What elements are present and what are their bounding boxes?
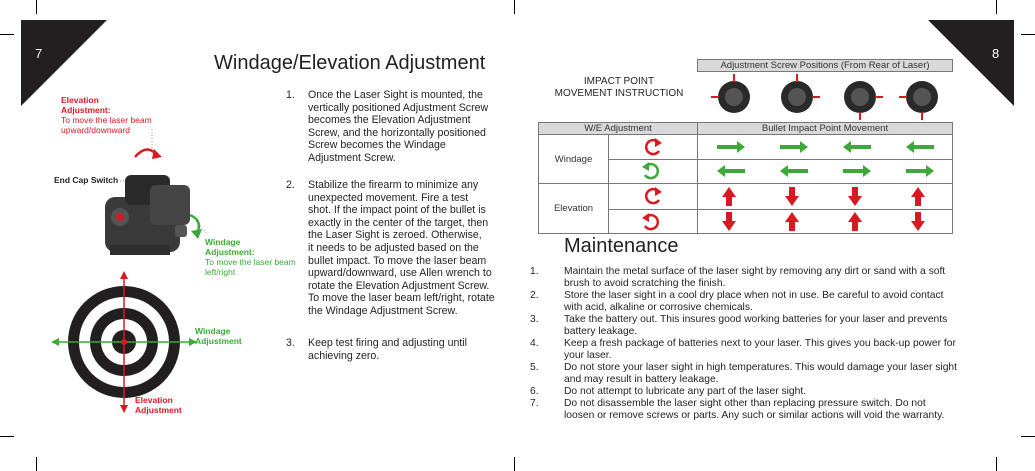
arrow-right-icon <box>780 141 808 153</box>
arrow-up-icon <box>722 187 736 206</box>
arrow-up-icon <box>848 212 862 231</box>
screw-icon-3 <box>844 81 883 120</box>
arrow-left-icon <box>843 141 871 153</box>
page-number-left: 7 <box>35 46 43 61</box>
arrow-left-icon <box>906 141 934 153</box>
adjustment-grid <box>608 134 954 235</box>
screw-icon-up <box>711 74 750 113</box>
bullet-movement-header: Bullet Impact Point Movement <box>697 122 953 135</box>
arrow-down-icon <box>848 187 862 206</box>
page-number-right: 8 <box>992 46 1000 61</box>
rotate-cw-icon-windage <box>642 162 658 178</box>
rotate-ccw-icon-elevation <box>646 187 662 203</box>
adjustment-steps: 1. Once the Laser Sight is mounted, the vertically positioned Adjustment Screw becomes the Elevation Adjustment Screw, and the horizontally positioned Screw becomes the Windage Adjustment Screw. 2. Stabilize the firearm to minimize any unexpected movement. Fire a test shot. If the impact point of the bullet is exactly in the center of the target, then the Laser Sight is zeroed. Otherwise, it needs to be adjusted based on the bullet impact. To move the laser beam upward/downward, use Allen wrench to rotate the Elevation Adjustment Screw. To move the laser beam left/right, rotate the Windage Adjustment Screw. 3. Keep test firing and adjusting until achieving zero. <box>286 89 495 362</box>
arrow-right-icon <box>843 165 871 177</box>
arrow-up-icon <box>785 212 799 231</box>
rotate-ccw-icon-windage <box>646 138 662 154</box>
arrow-left-icon <box>717 165 745 177</box>
elevation-label: Elevation Adjustment: To move the laser beam upward/downward <box>61 95 152 135</box>
arrow-up-icon <box>911 187 925 206</box>
rotate-cw-icon-elevation <box>642 213 658 229</box>
arrow-down-icon <box>911 212 925 231</box>
arrow-right-icon <box>906 165 934 177</box>
maintenance-list: 1. Maintain the metal surface of the laser sight by removing any dirt or sand with a soft brush to avoid scratching the finish. 2. Store the laser sight in a cool dry place when not in use. Be careful to avoid contact with acid, alkaline or corrosive chemicals. 3. Take the battery out. This insures good working batteries for your laser and prevents battery leakage. 4. Keep a fresh package of batteries next to your laser. This gives you back-up power for your laser. 5. Do not store your laser sight in high temperatures. This would damage your laser sight and may result in battery leakage. 6. Do not attempt to lubricate any part of the laser sight. 7. Do not disassemble the laser sight other than replacing pressure switch. Do not loosen or remove screws or parts. Any such or similar actions will void the warranty. <box>530 266 958 421</box>
screw-position-icons <box>697 72 953 122</box>
arrow-down-icon <box>722 212 736 231</box>
end-cap-label: End Cap Switch <box>54 175 119 185</box>
row-label-elevation: Elevation <box>538 183 609 234</box>
maintenance-title: Maintenance <box>564 235 679 257</box>
arrow-down-icon <box>785 187 799 206</box>
windage-label: Windage Adjustment: To move the laser beam left/right <box>205 237 296 277</box>
screw-positions-header: Adjustment Screw Positions (From Rear of Laser) <box>697 59 953 72</box>
arrow-right-icon <box>717 141 745 153</box>
screw-icon-4 <box>899 81 938 120</box>
laser-device-illustration <box>90 125 210 265</box>
we-adjustment-header: W/E Adjustment <box>538 122 698 135</box>
target-elevation-label: Elevation Adjustment <box>135 395 182 415</box>
screw-icon-2 <box>781 74 820 113</box>
arrow-left-icon <box>780 165 808 177</box>
target-windage-label: Windage Adjustment <box>195 326 242 346</box>
row-label-windage: Windage <box>538 134 609 184</box>
impact-title: IMPACT POINT MOVEMENT INSTRUCTION <box>554 76 684 99</box>
page-title: Windage/Elevation Adjustment <box>214 52 486 74</box>
